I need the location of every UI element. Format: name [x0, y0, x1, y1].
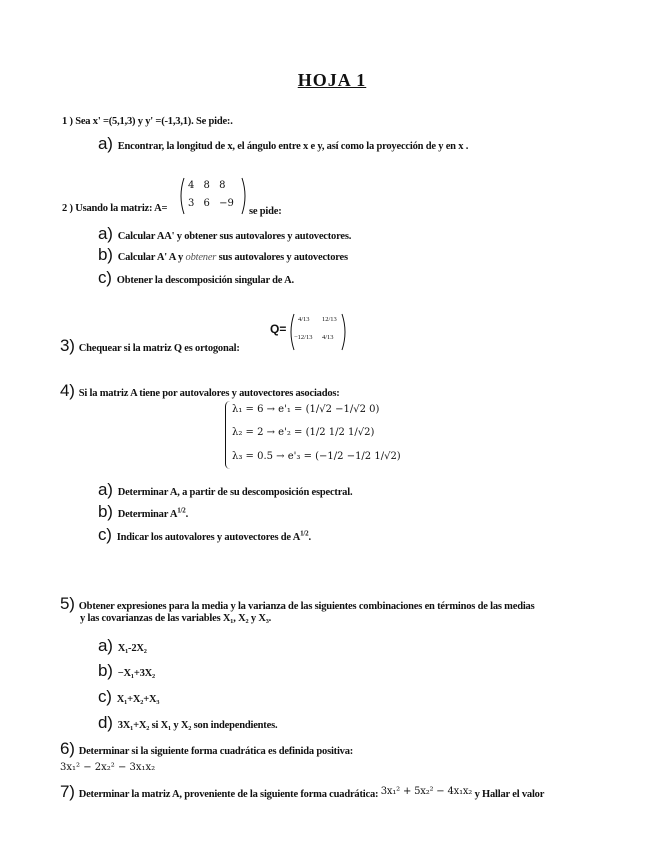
q6-line — [60, 739, 353, 759]
q4-eq3: λ₃ = 0.5 → e'₃ = (−1/2 −1/2 1/√2) — [232, 451, 401, 462]
q5-b-label: b) — [98, 661, 113, 680]
q4-item-b — [98, 502, 188, 522]
q5-c-label: c) — [98, 687, 112, 706]
q4-b-label: b) — [98, 502, 113, 521]
q2-matrix-row2: 3 6 −9 — [188, 198, 234, 209]
q5-b-text: −X₁+3X₂ — [117, 668, 155, 679]
q2-suffix: se pide: — [249, 206, 282, 217]
q3-parentheses — [288, 312, 348, 352]
q7-line — [60, 782, 544, 802]
q2-b-italic: obtener — [185, 252, 217, 263]
q4-c-exp: 1/2 — [300, 529, 309, 538]
q1-a-label: a) — [98, 134, 113, 153]
q5-item-a — [98, 636, 147, 656]
q5-a-text: X₁-2X₂ — [117, 643, 147, 654]
q1-intro: 1 ) Sea x' =(5,1,3) y y' =(-1,3,1). Se pide:. — [62, 116, 233, 127]
q7-number: 7) — [60, 782, 75, 801]
q3-matrix — [270, 312, 350, 352]
q3-number: 3) — [60, 336, 75, 355]
q4-b-end: . — [185, 509, 189, 520]
q5-d-label: d) — [98, 713, 113, 732]
q4-a-label: a) — [98, 480, 113, 499]
q2-prefix: 2 ) Usando la matriz: A= — [62, 203, 168, 214]
q1-a-text: Encontrar, la longitud de x, el ángulo entre x e y, así como la proyección de y en x . — [117, 141, 469, 152]
q4-b-text: Determinar A — [117, 509, 178, 520]
q5-a-label: a) — [98, 636, 113, 655]
q5-item-d — [98, 713, 277, 733]
q7-tail: y Hallar el valor — [474, 789, 545, 800]
q4-a-text: Determinar A, a partir de su descomposición espectral. — [117, 487, 353, 498]
q2-matrix — [178, 176, 248, 216]
q2-a-text: Calcular AA' y obtener sus autovalores y autovectores. — [117, 231, 352, 242]
q3-m12: 12/13 — [322, 316, 337, 323]
q7-text: Determinar la matriz A, proveniente de la siguiente forma cuadrática: — [78, 789, 379, 800]
q3-m11: 4/13 — [298, 316, 310, 323]
q2-item-a — [98, 224, 351, 244]
q4-c-text: Indicar los autovalores y autovectores de A — [116, 532, 301, 543]
q5-c-text: X₁+X₂+X₃ — [116, 694, 160, 705]
q4-eq1: λ₁ = 6 → e'₁ = (1/√2 −1/√2 0) — [232, 404, 380, 415]
q4-text: Si la matriz A tiene por autovalores y autovectores asociados: — [78, 388, 340, 399]
q5-item-b — [98, 661, 155, 681]
q4-line — [60, 381, 340, 401]
q5-d-text: 3X₁+X₂ si X₁ y X₂ son independientes. — [117, 720, 278, 731]
q2-c-text: Obtener la descomposición singular de A. — [116, 275, 294, 286]
q6-expression: 3x₁² − 2x₂² − 3x₁x₂ — [60, 762, 156, 773]
q2-b-post: sus autovalores y autovectores — [218, 252, 348, 263]
q4-b-exp: 1/2 — [177, 506, 186, 515]
q2-item-c — [98, 268, 294, 288]
q2-b-pre: Calcular A' A y — [117, 252, 184, 263]
q2-c-label: c) — [98, 268, 112, 287]
q5-item-c — [98, 687, 159, 707]
q4-c-end: . — [308, 532, 311, 543]
q4-item-c — [98, 525, 311, 545]
q4-number: 4) — [60, 381, 75, 400]
q5-number: 5) — [60, 594, 75, 613]
q4-brace — [225, 401, 230, 469]
page-title: HOJA 1 — [297, 70, 367, 90]
q4-item-a — [98, 480, 352, 500]
q2-item-b — [98, 245, 348, 265]
q6-number: 6) — [60, 739, 75, 758]
q7-expression: 3x₁² + 5x₂² − 4x₁x₂ — [380, 786, 473, 797]
q1-item-a — [98, 134, 468, 154]
q5-line2: y las covarianzas de las variables X₁, X₂ y X₃. — [80, 613, 272, 624]
q2-a-label: a) — [98, 224, 113, 243]
q3-line — [60, 336, 240, 356]
q3-m22: 4/13 — [322, 334, 334, 341]
q3-q-label: Q= — [270, 322, 287, 336]
q5-text-1: Obtener expresiones para la media y la varianza de las siguientes combinaciones en términos de las medias — [78, 601, 535, 612]
q3-text: Chequear si la matriz Q es ortogonal: — [78, 343, 240, 354]
q4-eq2: λ₂ = 2 → e'₂ = (1/2 1/2 1/√2) — [232, 427, 375, 438]
q2-b-label: b) — [98, 245, 113, 264]
q6-text: Determinar si la siguiente forma cuadrática es definida positiva: — [78, 746, 354, 757]
q5-line1 — [60, 594, 535, 614]
q4-c-label: c) — [98, 525, 112, 544]
q3-m21: −12/13 — [294, 334, 313, 341]
q2-matrix-row1: 4 8 8 — [188, 180, 226, 191]
